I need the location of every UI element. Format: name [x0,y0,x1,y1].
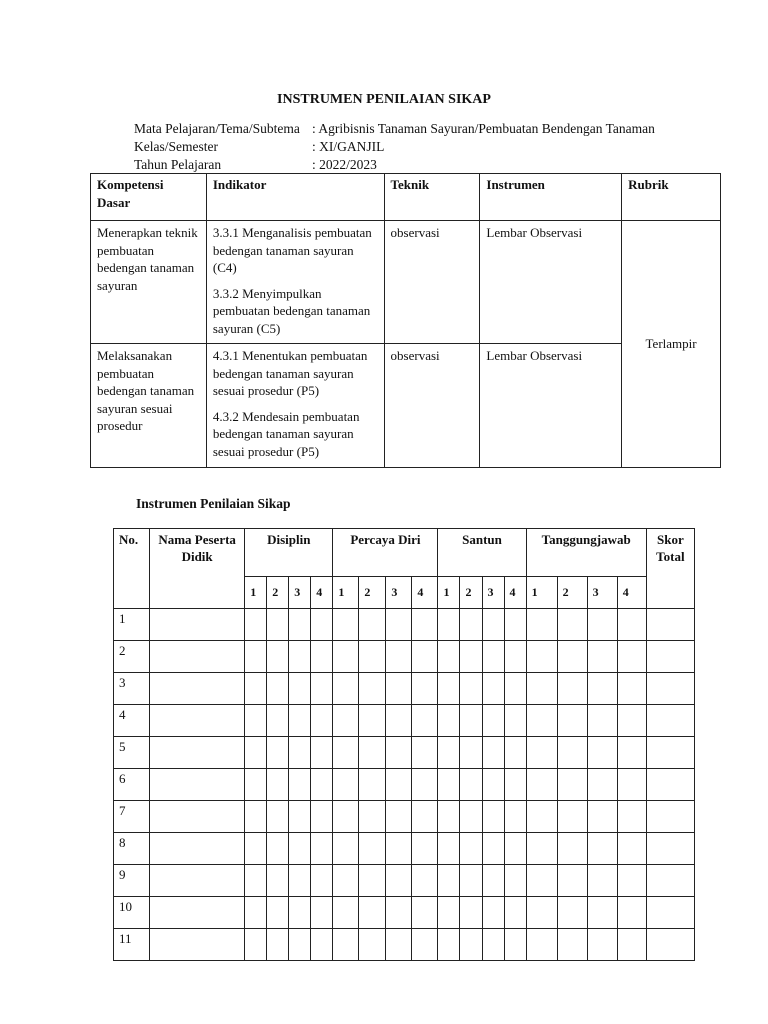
student-name-cell[interactable] [150,801,245,833]
score-cell[interactable] [438,705,460,737]
score-cell[interactable] [245,609,267,641]
score-cell[interactable] [482,897,504,929]
score-cell[interactable] [438,769,460,801]
meta-value: : 2022/2023 [312,157,377,172]
score-cell[interactable] [245,833,267,865]
student-name-cell[interactable] [150,833,245,865]
score-cell[interactable] [386,865,412,897]
score-cell[interactable] [526,769,557,801]
score-cell[interactable] [245,865,267,897]
score-cell[interactable] [311,705,333,737]
indicator-item: 3.3.1 Menganalisis pembuatan bedengan tanaman sayuran (C4) [212,225,372,275]
score-cell[interactable] [526,897,557,929]
score-cell[interactable] [386,641,412,673]
indicator-cell [206,221,384,344]
score-cell[interactable] [267,609,289,641]
header-no: No. [114,529,150,609]
score-header-cell: 1 [438,577,460,609]
header-indikator: Indikator [206,174,384,221]
score-cell[interactable] [359,801,386,833]
score-cell[interactable] [587,929,617,961]
table-row [114,737,695,769]
indicator-cell [206,344,384,468]
score-cell[interactable] [311,801,333,833]
score-header-cell: 1 [526,577,557,609]
score-cell[interactable] [412,705,438,737]
score-cell[interactable] [267,833,289,865]
score-cell[interactable] [311,833,333,865]
score-cell[interactable] [359,833,386,865]
score-cell[interactable] [311,769,333,801]
score-header-cell: 2 [267,577,289,609]
score-cell[interactable] [617,833,646,865]
table-row [114,673,695,705]
student-name-cell[interactable] [150,929,245,961]
score-cell[interactable] [412,673,438,705]
competency-row [91,221,721,344]
score-cell[interactable] [311,737,333,769]
score-cell[interactable] [438,929,460,961]
score-cell[interactable] [617,737,646,769]
header-santun: Santun [438,529,526,577]
total-score-cell[interactable] [646,833,694,865]
score-header-cell: 2 [460,577,482,609]
score-cell[interactable] [333,897,359,929]
meta-value: : Agribisnis Tanaman Sayuran/Pembuatan Bendengan Tanaman [312,121,655,136]
total-score-cell[interactable] [646,641,694,673]
score-cell[interactable] [460,929,482,961]
student-name-cell[interactable] [150,865,245,897]
student-name-cell[interactable] [150,897,245,929]
score-cell[interactable] [412,737,438,769]
score-cell[interactable] [311,929,333,961]
table-row [114,705,695,737]
score-cell[interactable] [482,769,504,801]
score-cell[interactable] [289,609,311,641]
total-score-cell[interactable] [646,609,694,641]
document-meta [134,120,655,174]
table-row [114,833,695,865]
row-number: 5 [114,737,150,769]
kd-cell: Melaksanakan pembuatan bedengan tanaman sayuran sesuai prosedur [91,344,207,468]
score-cell[interactable] [460,833,482,865]
score-cell[interactable] [289,897,311,929]
score-cell[interactable] [289,865,311,897]
score-cell[interactable] [557,929,587,961]
score-cell[interactable] [482,865,504,897]
score-cell[interactable] [359,705,386,737]
score-cell[interactable] [412,865,438,897]
score-header-cell: 2 [557,577,587,609]
total-score-cell[interactable] [646,865,694,897]
score-cell[interactable] [557,737,587,769]
score-cell[interactable] [386,833,412,865]
score-cell[interactable] [311,641,333,673]
score-cell[interactable] [460,737,482,769]
score-cell[interactable] [482,737,504,769]
score-cell[interactable] [311,865,333,897]
score-cell[interactable] [504,897,526,929]
score-cell[interactable] [504,865,526,897]
score-header-cell: 3 [587,577,617,609]
score-header-cell: 4 [504,577,526,609]
score-header-cell: 3 [386,577,412,609]
total-score-cell[interactable] [646,929,694,961]
score-cell[interactable] [460,705,482,737]
score-cell[interactable] [504,769,526,801]
score-cell[interactable] [526,641,557,673]
score-cell[interactable] [333,769,359,801]
student-name-cell[interactable] [150,737,245,769]
score-cell[interactable] [460,609,482,641]
score-cell[interactable] [412,609,438,641]
score-cell[interactable] [617,769,646,801]
score-cell[interactable] [460,769,482,801]
score-cell[interactable] [557,865,587,897]
score-cell[interactable] [617,705,646,737]
score-cell[interactable] [587,801,617,833]
score-cell[interactable] [412,641,438,673]
instrumen-cell: Lembar Observasi [480,221,622,344]
score-cell[interactable] [526,737,557,769]
score-cell[interactable] [311,609,333,641]
score-cell[interactable] [333,865,359,897]
indicator-item: 4.3.2 Mendesain pembuatan bedengan tanaman sayuran sesuai prosedur (P5) [212,408,360,459]
score-cell[interactable] [526,673,557,705]
score-cell[interactable] [333,673,359,705]
score-header-cell: 1 [333,577,359,609]
score-cell[interactable] [333,641,359,673]
score-cell[interactable] [460,801,482,833]
score-cell[interactable] [386,897,412,929]
score-cell[interactable] [526,705,557,737]
student-name-cell[interactable] [150,641,245,673]
header-skor-total: Skor Total [646,529,694,609]
score-cell[interactable] [526,801,557,833]
score-cell[interactable] [504,705,526,737]
row-number: 2 [114,641,150,673]
score-cell[interactable] [289,737,311,769]
score-cell[interactable] [267,897,289,929]
meta-row-year [134,156,655,174]
teknik-cell: observasi [384,221,480,344]
page-title: INSTRUMEN PENILAIAN SIKAP [277,92,491,107]
table-row [114,609,695,641]
score-cell[interactable] [617,641,646,673]
score-cell[interactable] [504,833,526,865]
score-cell[interactable] [333,929,359,961]
meta-value: : XI/GANJIL [312,139,385,154]
score-cell[interactable] [504,641,526,673]
score-cell[interactable] [412,801,438,833]
score-cell[interactable] [267,865,289,897]
score-cell[interactable] [386,609,412,641]
score-cell[interactable] [386,769,412,801]
score-cell[interactable] [289,833,311,865]
table-row [114,801,695,833]
score-cell[interactable] [438,833,460,865]
total-score-cell[interactable] [646,897,694,929]
score-cell[interactable] [587,833,617,865]
score-cell[interactable] [412,833,438,865]
score-cell[interactable] [289,769,311,801]
score-cell[interactable] [587,673,617,705]
score-cell[interactable] [460,673,482,705]
total-score-cell[interactable] [646,769,694,801]
score-cell[interactable] [333,801,359,833]
indicator-item: 4.3.1 Menentukan pembuatan bedengan tanaman sayuran sesuai prosedur (P5) [212,348,368,398]
score-header-cell: 4 [412,577,438,609]
indicator-item: 3.3.2 Menyimpulkan pembuatan bedengan tanaman sayuran (C5) [212,285,371,336]
score-cell[interactable] [386,929,412,961]
student-name-cell[interactable] [150,769,245,801]
competency-header-row [91,174,721,221]
score-cell[interactable] [482,673,504,705]
score-cell[interactable] [587,897,617,929]
score-cell[interactable] [267,769,289,801]
score-cell[interactable] [386,673,412,705]
score-cell[interactable] [412,929,438,961]
score-cell[interactable] [460,641,482,673]
header-disiplin: Disiplin [245,529,333,577]
header-kompetensi-dasar: Kompetensi Dasar [91,174,207,221]
score-cell[interactable] [526,929,557,961]
header-instrumen: Instrumen [480,174,622,221]
total-score-cell[interactable] [646,673,694,705]
score-cell[interactable] [267,673,289,705]
table-row [114,769,695,801]
row-number: 8 [114,833,150,865]
score-cell[interactable] [359,897,386,929]
table-row [114,641,695,673]
score-cell[interactable] [333,609,359,641]
score-header-cell: 3 [482,577,504,609]
score-cell[interactable] [617,673,646,705]
score-cell[interactable] [617,897,646,929]
score-cell[interactable] [617,865,646,897]
score-cell[interactable] [504,609,526,641]
table-row [114,897,695,929]
score-cell[interactable] [504,737,526,769]
table-row [114,929,695,961]
row-number: 9 [114,865,150,897]
score-header-cell: 4 [617,577,646,609]
meta-label: Mata Pelajaran/Tema/Subtema [134,121,300,136]
student-name-cell[interactable] [150,609,245,641]
assessment-header-row [114,529,695,577]
score-cell[interactable] [587,865,617,897]
score-header-cell: 1 [245,577,267,609]
score-cell[interactable] [245,801,267,833]
score-cell[interactable] [412,897,438,929]
row-number: 11 [114,929,150,961]
total-score-cell[interactable] [646,737,694,769]
score-cell[interactable] [557,705,587,737]
score-cell[interactable] [289,705,311,737]
score-cell[interactable] [587,737,617,769]
score-cell[interactable] [333,833,359,865]
score-cell[interactable] [289,801,311,833]
header-tanggungjawab: Tanggungjawab [526,529,646,577]
score-cell[interactable] [438,865,460,897]
competency-table [90,173,721,468]
score-cell[interactable] [557,769,587,801]
score-cell[interactable] [245,641,267,673]
score-cell[interactable] [359,609,386,641]
score-header-cell: 3 [289,577,311,609]
row-number: 10 [114,897,150,929]
score-cell[interactable] [333,705,359,737]
score-cell[interactable] [526,609,557,641]
score-cell[interactable] [245,737,267,769]
student-name-cell[interactable] [150,673,245,705]
total-score-cell[interactable] [646,801,694,833]
assessment-table [113,528,695,961]
score-cell[interactable] [557,673,587,705]
row-number: 4 [114,705,150,737]
score-cell[interactable] [359,641,386,673]
score-cell[interactable] [359,865,386,897]
score-cell[interactable] [557,609,587,641]
header-teknik: Teknik [384,174,480,221]
score-cell[interactable] [557,833,587,865]
score-cell[interactable] [245,769,267,801]
score-cell[interactable] [438,737,460,769]
row-number: 6 [114,769,150,801]
score-cell[interactable] [438,609,460,641]
score-cell[interactable] [482,641,504,673]
score-cell[interactable] [289,673,311,705]
score-cell[interactable] [438,801,460,833]
score-cell[interactable] [438,673,460,705]
score-cell[interactable] [587,609,617,641]
score-cell[interactable] [245,705,267,737]
score-cell[interactable] [386,737,412,769]
score-cell[interactable] [482,609,504,641]
teknik-cell: observasi [384,344,480,468]
score-cell[interactable] [617,801,646,833]
score-cell[interactable] [557,897,587,929]
score-cell[interactable] [438,897,460,929]
score-cell[interactable] [526,833,557,865]
score-cell[interactable] [587,641,617,673]
total-score-cell[interactable] [646,705,694,737]
score-cell[interactable] [333,737,359,769]
score-cell[interactable] [460,897,482,929]
rubrik-cell: Terlampir [622,221,721,468]
score-cell[interactable] [245,673,267,705]
score-cell[interactable] [267,929,289,961]
score-cell[interactable] [617,609,646,641]
score-cell[interactable] [311,673,333,705]
header-percaya-diri: Percaya Diri [333,529,438,577]
score-header-cell: 4 [311,577,333,609]
header-nama-peserta: Nama Peserta Didik [150,529,245,609]
score-cell[interactable] [482,705,504,737]
row-number: 3 [114,673,150,705]
row-number: 7 [114,801,150,833]
score-cell[interactable] [386,801,412,833]
score-cell[interactable] [504,929,526,961]
score-cell[interactable] [617,929,646,961]
assessment-title: Instrumen Penilaian Sikap [136,496,291,511]
score-cell[interactable] [587,705,617,737]
score-cell[interactable] [359,673,386,705]
score-cell[interactable] [267,737,289,769]
score-cell[interactable] [482,929,504,961]
table-row [114,865,695,897]
score-cell[interactable] [289,929,311,961]
instrumen-cell: Lembar Observasi [480,344,622,468]
score-cell[interactable] [412,769,438,801]
score-cell[interactable] [557,801,587,833]
score-cell[interactable] [482,833,504,865]
score-cell[interactable] [587,769,617,801]
meta-row-subject [134,120,655,138]
score-cell[interactable] [359,769,386,801]
score-cell[interactable] [359,737,386,769]
header-rubrik: Rubrik [622,174,721,221]
student-name-cell[interactable] [150,705,245,737]
score-cell[interactable] [438,641,460,673]
score-cell[interactable] [526,865,557,897]
score-header-cell: 2 [359,577,386,609]
score-cell[interactable] [245,929,267,961]
score-cell[interactable] [311,897,333,929]
score-cell[interactable] [267,801,289,833]
score-cell[interactable] [557,641,587,673]
score-cell[interactable] [482,801,504,833]
meta-label: Tahun Pelajaran [134,157,222,172]
meta-row-class [134,138,655,156]
score-cell[interactable] [359,929,386,961]
score-cell[interactable] [267,705,289,737]
score-cell[interactable] [245,897,267,929]
score-cell[interactable] [460,865,482,897]
score-cell[interactable] [289,641,311,673]
row-number: 1 [114,609,150,641]
score-cell[interactable] [386,705,412,737]
score-cell[interactable] [267,641,289,673]
kd-cell: Menerapkan teknik pembuatan bedengan tanaman sayuran [91,221,207,344]
score-cell[interactable] [504,801,526,833]
meta-label: Kelas/Semester [134,139,218,154]
score-cell[interactable] [504,673,526,705]
